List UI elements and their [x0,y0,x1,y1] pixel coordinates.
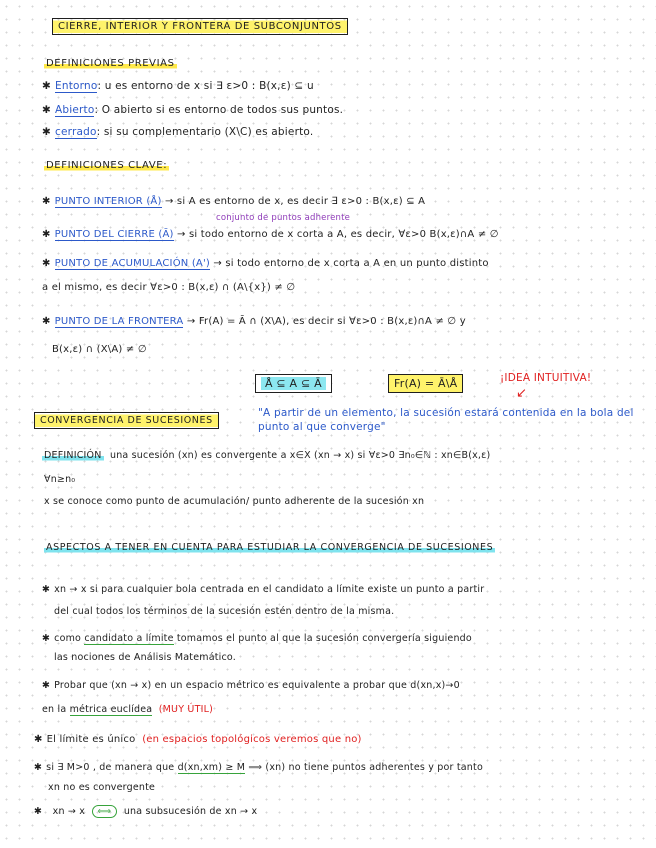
key-definitions-heading: DEFINICIONES CLAVE: [46,160,168,171]
acumulacion-definition: ✱ PUNTO DE ACUMULACIÓN (A') → si todo entorno de x corta a A en un punto distinto [42,258,489,269]
aspect-1: ✱ xn → x si para cualquier bola centrada en el candidato a límite existe un punto a partir [42,584,485,595]
interior-definition: ✱ PUNTO INTERIOR (Å) → si A es entorno de x, es decir ∃ ε>0 : B(x,ε) ⊆ A [42,196,426,207]
bullet-star-icon: ✱ [42,680,51,691]
bullet-star-icon: ✱ [42,80,51,92]
bullet-star-icon: ✱ [42,633,51,644]
aspect-1-cont: del cual todos los términos de la sucesión estén dentro de la misma. [54,606,395,617]
cierre-note: conjunto de puntos adherente [216,213,351,223]
bullet-star-icon: ✱ [42,104,51,116]
convergence-quote: "A partir de un elemento, la sucesión estará contenida en la bola del punto al que converge" [258,407,634,433]
page-title: CIERRE, INTERIOR Y FRONTERA DE SUBCONJUNTOS [52,18,348,35]
convergence-definition-cont: ∀n≥n₀ [44,474,76,485]
aspects-heading: ASPECTOS A TENER EN CUENTA PARA ESTUDIAR LA CONVERGENCIA DE SUCESIONES [46,542,494,553]
equivalence-oval: ⟺ [92,805,118,818]
formula-inclusions: Å ⊆ A ⊆ Ā [255,374,332,393]
aspect-3: ✱ Probar que (xn → x) en un espacio métrico es equivalente a probar que d(xn,x)→0 [42,680,460,691]
cierre-definition: ✱ PUNTO DEL CIERRE (Ā) → si todo entorno de x corta a A, es decir, ∀ε>0 B(x,ε)∩A ≠ ∅ [42,229,499,240]
aspect-2-cont: las nociones de Análisis Matemático. [54,652,236,663]
bullet-star-icon: ✱ [42,258,51,269]
aspect-3-cont: en la métrica euclídea (MUY ÚTIL) [42,704,213,715]
bullet-star-icon: ✱ [34,734,43,745]
convergence-heading: CONVERGENCIA DE SUCESIONES [34,412,219,429]
bullet-star-icon: ✱ [42,196,51,207]
aspect-4: ✱ El límite es único (en espacios topológicos veremos que no) [34,734,362,745]
bullet-star-icon: ✱ [34,762,43,773]
acumulacion-definition-cont: a el mismo, es decir ∀ε>0 : B(x,ε) ∩ (A\{x}) ≠ ∅ [42,282,296,293]
formula-frontier: Fr(A) = Ā\Å [388,374,463,393]
bullet-star-icon: ✱ [42,126,51,138]
aspect-2: ✱ como candidato a límite tomamos el punto al que la sucesión convergería siguiendo [42,633,472,644]
bullet-star-icon: ✱ [42,229,51,240]
aspect-5: ✱ si ∃ M>0 , de manera que d(xn,xm) ≥ M ⟹ (xn) no tiene puntos adherentes y por tanto [34,762,483,773]
bullet-star-icon: ✱ [42,316,51,327]
frontera-definition-cont: B(x,ε) ∩ (X\A) ≠ ∅ [52,344,147,355]
bullet-star-icon: ✱ [42,584,51,595]
convergence-definition: DEFINICIÓN una sucesión (xn) es convergente a x∈X (xn → x) si ∀ε>0 ∃n₀∈ℕ : xn∈B(x,ε) [44,450,491,461]
bullet-star-icon: ✱ [34,806,43,817]
convergence-definition-note: x se conoce como punto de acumulación/ punto adherente de la sucesión xn [44,496,425,507]
aspect-6: ✱ xn → x ⟺ una subsucesión de xn → x [34,806,258,817]
aspect-5-cont: xn no es convergente [48,782,156,793]
prev-definitions-heading: DEFINICIONES PREVIAS [46,58,175,69]
frontera-definition: ✱ PUNTO DE LA FRONTERA → Fr(A) = Ā ∩ (X\A), es decir si ∀ε>0 : B(x,ε)∩A ≠ ∅ y [42,316,466,327]
idea-intuitiva: ¡IDEA INTUITIVA! [500,372,592,384]
curved-arrow-icon: ↙ [516,386,527,401]
cerrado-definition: ✱ cerrado: si su complementario (X\C) es abierto. [42,126,314,138]
entorno-definition: ✱ Entorno: u es entorno de x si ∃ ε>0 : B(x,ε) ⊆ u [42,80,314,92]
abierto-definition: ✱ Abierto: O abierto si es entorno de todos sus puntos. [42,104,344,116]
